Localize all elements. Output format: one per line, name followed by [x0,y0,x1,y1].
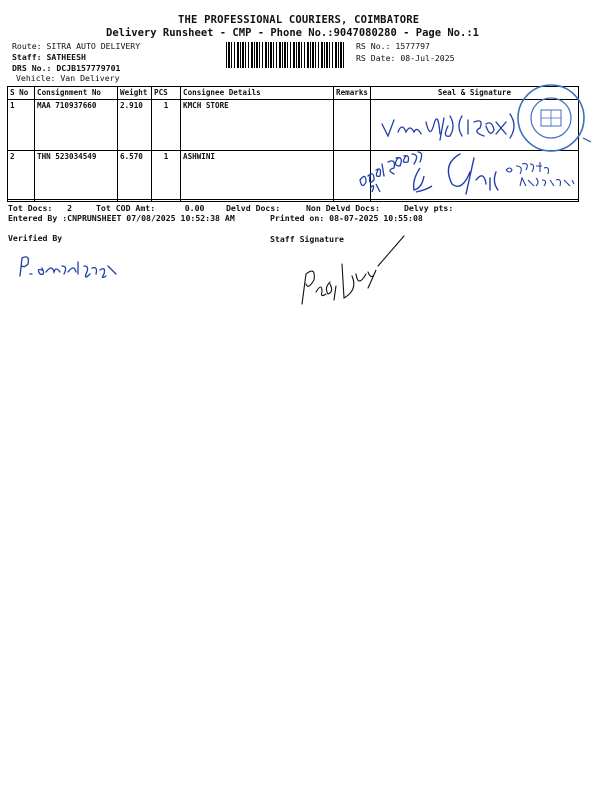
cell-consignee: KMCH STORE [181,100,334,151]
cell-weight: 6.570 [118,151,152,202]
rs-number: RS No.: 1577797 [356,41,430,51]
staff-signature [296,234,408,310]
verified-by-signature [16,252,120,278]
cell-pcs: 1 [152,100,181,151]
delvd-docs: Delvd Docs: [226,203,281,213]
rs-date: RS Date: 08-Jul-2025 [356,53,455,63]
entered-by: Entered By :CNPRUNSHEET 07/08/2025 10:52:38 AM [8,213,235,223]
cell-sno: 1 [8,100,35,151]
cell-consignee: ASHWINI [181,151,334,202]
col-header: PCS [152,87,181,100]
col-header: Consignee Details [181,87,334,100]
col-header: S No [8,87,35,100]
col-header: Weight [118,87,152,100]
col-header: Remarks [334,87,371,100]
cell-sno: 2 [8,151,35,202]
verified-by-label: Verified By [8,233,63,243]
cell-consignment: THN 523034549 [35,151,118,202]
barcode [226,42,344,68]
vehicle-label: Vehicle: Van Delivery [16,73,120,83]
delvy-pts: Delvy pts: [404,203,454,213]
table-header-row [8,87,579,100]
staff-signature-label: Staff Signature [270,234,344,244]
tot-docs: Tot Docs: 2 [8,203,73,213]
company-title: THE PROFESSIONAL COURIERS, COIMBATORE [178,14,420,26]
staff-label: Staff: SATHEESH [12,52,86,62]
cell-weight: 2.910 [118,100,152,151]
cell-consignment: MAA 710937660 [35,100,118,151]
drs-label: DRS No.: DCJB157779701 [12,63,121,73]
non-delvd-docs: Non Delvd Docs: [306,203,380,213]
cell-remarks [334,100,371,151]
runsheet-subtitle: Delivery Runsheet - CMP - Phone No.:9047080280 - Page No.:1 [106,27,479,39]
route-label: Route: SITRA AUTO DELIVERY [12,41,141,51]
tot-cod: Tot COD Amt: 0.00 [96,203,205,213]
row1-handwritten-signature [378,110,518,142]
row2-handwritten-signature [356,150,588,200]
printed-on: Printed on: 08-07-2025 10:55:08 [270,213,423,223]
col-header: Consignment No [35,87,118,100]
cell-pcs: 1 [152,151,181,202]
col-header: Seal & Signature [371,87,579,100]
company-seal-stamp [513,82,595,156]
